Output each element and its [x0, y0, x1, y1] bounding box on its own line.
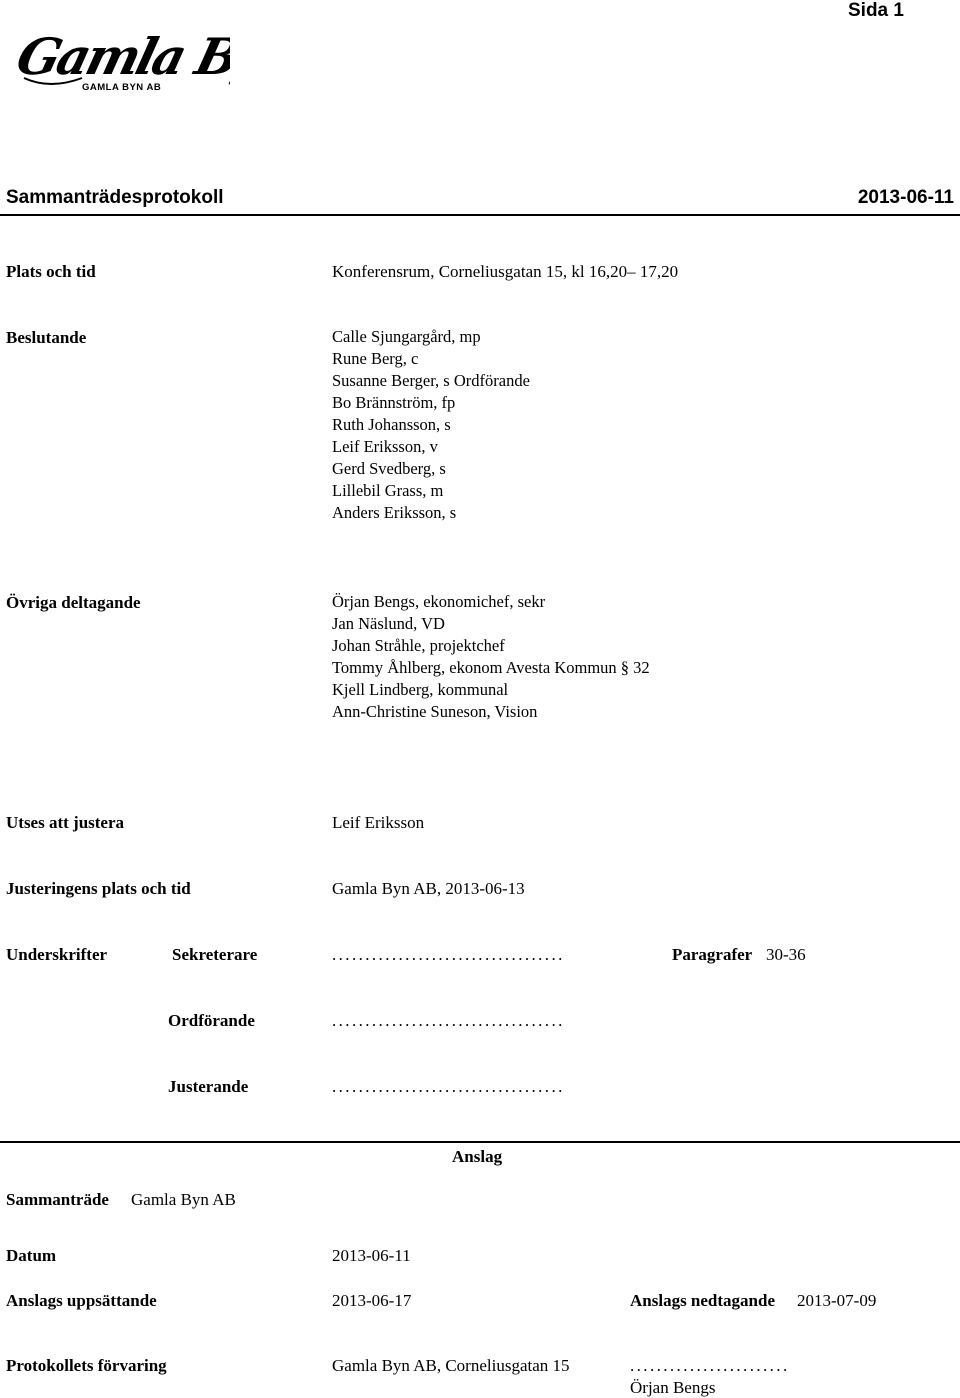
- meeting-date: 2013-06-11: [857, 187, 954, 208]
- page-number: Sida 1: [848, 0, 904, 21]
- adjustment-label: Justeringens plats och tid: [6, 879, 191, 898]
- signatures-label: Underskrifter: [6, 945, 108, 964]
- posted-value: 2013-06-17: [332, 1291, 412, 1310]
- company-logo: [10, 18, 230, 98]
- list-item: Gerd Svedberg, s: [332, 459, 446, 478]
- list-item: Susanne Berger, s Ordförande: [332, 371, 530, 390]
- adjusting-signature-line: ...................................: [332, 1077, 565, 1096]
- chair-label: Ordförande: [168, 1011, 255, 1030]
- title-divider: [0, 214, 960, 216]
- adjustment-value: Gamla Byn AB, 2013-06-13: [332, 879, 525, 898]
- notice-heading: Anslag: [452, 1147, 503, 1166]
- date-value: 2013-06-11: [332, 1246, 411, 1265]
- place-time-value: Konferensrum, Corneliusgatan 15, kl 16,20– 17,20: [332, 262, 679, 281]
- secretary-label: Sekreterare: [172, 945, 258, 964]
- list-item: Leif Eriksson, v: [332, 437, 438, 456]
- meeting-label: Sammanträde: [6, 1190, 109, 1209]
- other-participants-label: Övriga deltagande: [6, 593, 141, 612]
- list-item: Calle Sjungargård, mp: [332, 327, 481, 346]
- decision-makers-list: [332, 326, 530, 524]
- storage-value: Gamla Byn AB, Corneliusgatan 15: [332, 1356, 570, 1375]
- chair-signature-line: ...................................: [332, 1011, 565, 1030]
- meeting-value: Gamla Byn AB: [131, 1190, 236, 1209]
- list-item: Bo Brännström, fp: [332, 393, 456, 412]
- list-item: Ruth Johansson, s: [332, 415, 451, 434]
- decision-makers-label: Beslutande: [6, 328, 87, 347]
- paragraphs-value: 30-36: [766, 945, 806, 964]
- paragraphs-label: Paragrafer: [672, 945, 753, 964]
- posted-label: Anslags uppsättande: [6, 1291, 157, 1310]
- list-item: Johan Stråhle, projektchef: [332, 636, 505, 655]
- date-label: Datum: [6, 1246, 57, 1265]
- storage-signature-line: ........................: [630, 1356, 790, 1375]
- list-item: Lillebil Grass, m: [332, 481, 444, 500]
- removed-label: Anslags nedtagande: [630, 1291, 776, 1310]
- removed-value: 2013-07-09: [797, 1291, 877, 1310]
- adjuster-value: Leif Eriksson: [332, 813, 425, 832]
- logo-subtitle: GAMLA BYN AB: [82, 82, 162, 93]
- adjuster-label: Utses att justera: [6, 813, 125, 832]
- secretary-signature-line: ...................................: [332, 945, 565, 964]
- adjusting-label: Justerande: [168, 1077, 249, 1096]
- other-participants-list: [332, 591, 650, 723]
- list-item: Rune Berg, c: [332, 349, 419, 368]
- list-item: Kjell Lindberg, kommunal: [332, 680, 509, 699]
- list-item: Tommy Åhlberg, ekonom Avesta Kommun § 32: [332, 658, 650, 677]
- place-time-label: Plats och tid: [6, 262, 96, 281]
- list-item: Jan Näslund, VD: [332, 614, 445, 633]
- list-item: Örjan Bengs, ekonomichef, sekr: [332, 592, 546, 611]
- storage-label: Protokollets förvaring: [6, 1356, 167, 1375]
- storage-signer: Örjan Bengs: [630, 1378, 716, 1397]
- svg-text:Gamla Byn: Gamla Byn: [11, 26, 230, 86]
- list-item: Anders Eriksson, s: [332, 503, 457, 522]
- page-title: Sammanträdesprotokoll: [6, 187, 224, 208]
- list-item: Ann-Christine Suneson, Vision: [332, 702, 538, 721]
- notice-divider: [0, 1141, 960, 1143]
